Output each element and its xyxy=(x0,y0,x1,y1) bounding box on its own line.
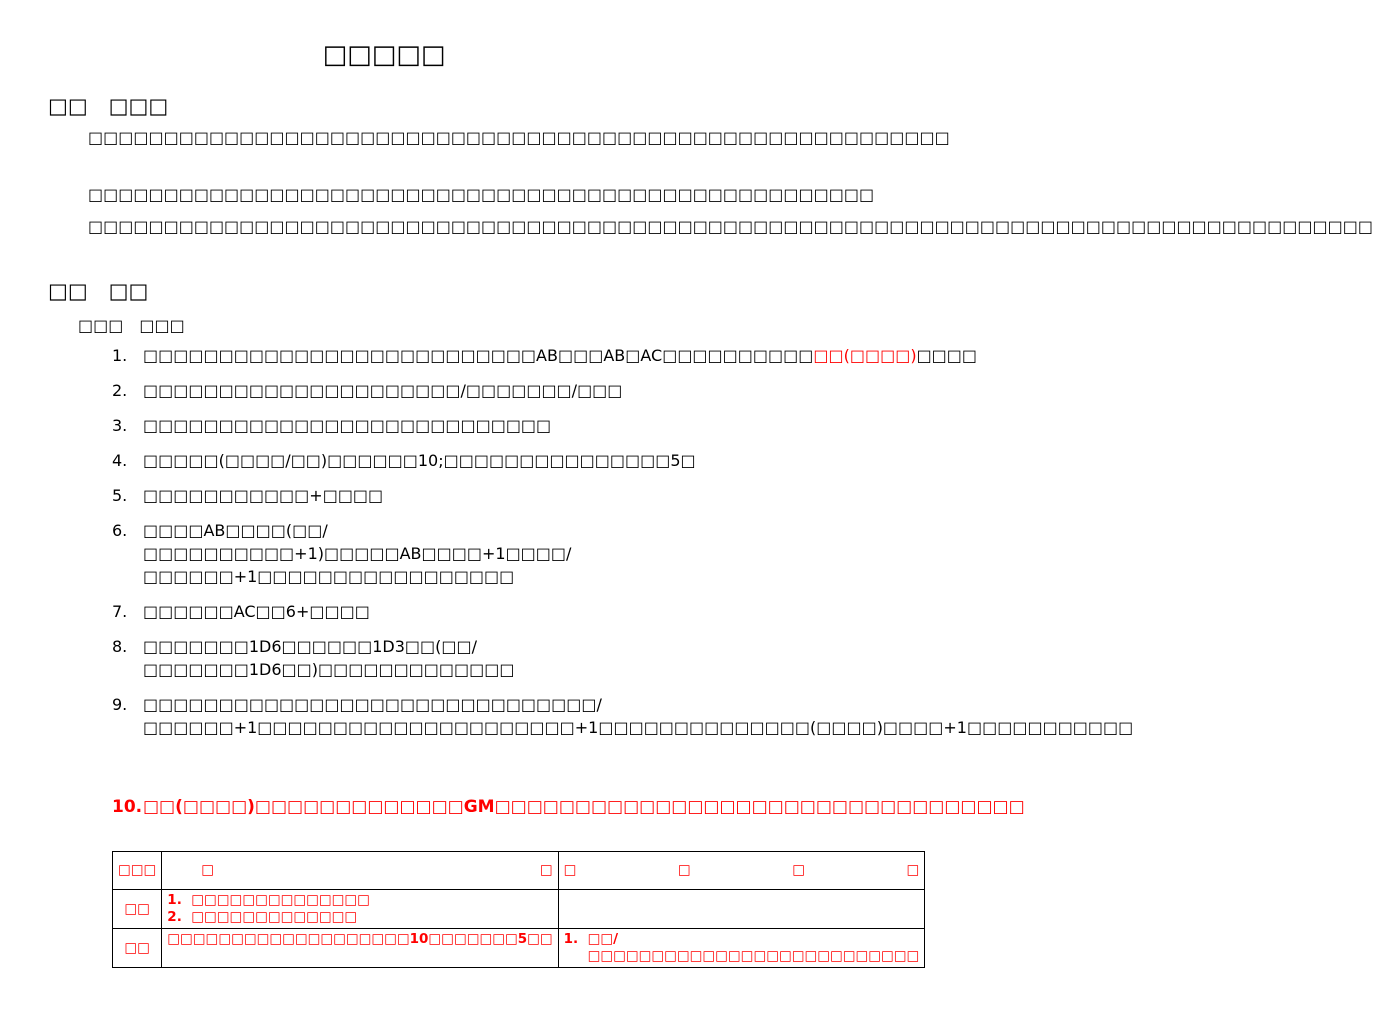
rule-item xyxy=(112,519,722,588)
rule-text: □□□□□□□1D6□□□□□□1D3□□(□□/□□□□□□□1D6□□)□□□□□□□□□□□□□ xyxy=(143,637,515,679)
table-cell: □□□□□□□□□□□□□□□□□□□10□□□□□□□5□□ xyxy=(162,929,558,968)
table-cell xyxy=(162,890,558,929)
section-1-heading: □□ □□□ xyxy=(48,94,169,118)
rule-text: □□□□AB□□□□(□□/□□□□□□□□□□+1)□□□□□AB□□□□+1□□□□/□□□□□□+1□□□□□□□□□□□□□□□□□ xyxy=(143,521,572,586)
table-row-label: □□ xyxy=(113,929,162,968)
table-header-cell xyxy=(113,852,162,890)
rule-number: 3. xyxy=(112,416,128,435)
table-cell-item-number: 2. xyxy=(167,909,182,925)
table-cell-item-number: 1. xyxy=(167,892,182,908)
header-char: □ xyxy=(143,862,157,878)
table-row xyxy=(113,890,925,929)
header-char: □ xyxy=(906,862,920,878)
table-cell-item-text: □□□□□□□□□□□□□□ xyxy=(191,892,370,908)
rule-number: 4. xyxy=(112,451,128,470)
section-1-paragraph: □□□□□□□□□□□□□□□□□□□□□□□□□□□□□□□□□□□□□□□□□□□□□□□□□□□□□□□□□□□□□□□□□□□□□□□□□□□□□□□□□□□□□ xyxy=(88,217,1373,236)
header-char: □ xyxy=(130,862,144,878)
table-cell-item xyxy=(564,931,920,965)
header-char: □ xyxy=(539,862,553,878)
rule-item xyxy=(112,600,722,623)
section-2-heading: □□ □□ xyxy=(48,279,149,303)
table-cell-item-number: 1. xyxy=(563,931,579,947)
header-char: □ xyxy=(792,862,805,878)
table-cell xyxy=(558,929,925,968)
rule-item xyxy=(112,449,722,472)
rule-text: □□(□□□□)□□□□□□□□□□□□□GM□□□□□□□□□□□□□□□□□□□□□□□□□□□□□□□□□ xyxy=(143,797,1025,817)
header-char: □ xyxy=(201,862,215,878)
header-char: □ xyxy=(563,862,577,878)
rule-item xyxy=(112,414,722,437)
rules-table xyxy=(112,851,925,968)
rule-item xyxy=(112,344,978,367)
rule-number: 2. xyxy=(112,381,128,400)
rule-text: □□□□□□□□□□□□□□□□□□□□□/□□□□□□□/□□□ xyxy=(143,381,623,400)
rule-number: 9. xyxy=(112,695,128,714)
rule-text: □□□□□□□□□□□□□□□□□□□□□□□□□□AB□□□AB□AC□□□□□□□□□□ xyxy=(143,346,814,365)
rule-text: □□□□□□□□□□□+□□□□ xyxy=(143,486,384,505)
rule-item xyxy=(112,635,722,681)
section-1-paragraph: □□□□□□□□□□□□□□□□□□□□□□□□□□□□□□□□□□□□□□□□□□□□□□□□□□□□ xyxy=(88,185,875,204)
table-row xyxy=(113,929,925,968)
rule-item xyxy=(112,484,722,507)
section-1-paragraph: □□□□□□□□□□□□□□□□□□□□□□□□□□□□□□□□□□□□□□□□□□□□□□□□□□□□□□□□□ xyxy=(88,128,950,147)
rule-number: 5. xyxy=(112,486,128,505)
rules-list xyxy=(112,344,1134,739)
table-cell-item-text: □□/□□□□□□□□□□□□□□□□□□□□□□□□□□ xyxy=(587,931,920,964)
table-header-cell xyxy=(558,852,925,890)
rule-number: 7. xyxy=(112,602,128,621)
rule-number: 10. xyxy=(112,797,143,817)
table-header-row xyxy=(113,852,925,890)
table-header-cell xyxy=(162,852,558,890)
rule-item xyxy=(112,693,1134,739)
rule-text-tail: □□□□ xyxy=(916,346,978,365)
rule-text: □□□□□□□□□□□□□□□□□□□□□□□□□□□□□□/□□□□□□+1□□□□□□□□□□□□□□□□□□□□□+1□□□□□□□□□□□□□□(□□□□)□□□□+1□□□□□□□□□□□ xyxy=(143,695,1134,737)
table-cell-item xyxy=(167,909,552,926)
rule-item xyxy=(112,379,722,402)
table-cell xyxy=(558,890,925,929)
rule-text: □□□□□□AC□□6+□□□□ xyxy=(143,602,370,621)
rule-number: 1. xyxy=(112,346,128,365)
rule-highlight: □□(□□□□) xyxy=(813,346,917,365)
table-cell-item-text: □□□□□□□□□□□□□ xyxy=(191,909,358,925)
rule-item-10 xyxy=(112,796,1025,819)
page-title: □□□□□ xyxy=(322,40,446,70)
table-row-label: □□ xyxy=(113,890,162,929)
section-2-subheading: □□□ □□□ xyxy=(78,316,185,335)
rule-text: □□□□□□□□□□□□□□□□□□□□□□□□□□□ xyxy=(143,416,552,435)
header-char: □ xyxy=(118,862,131,878)
rule-number: 6. xyxy=(112,521,128,540)
rule-number: 8. xyxy=(112,637,128,656)
header-char: □ xyxy=(677,862,691,878)
rule-text: □□□□□(□□□□/□□)□□□□□□10;□□□□□□□□□□□□□□□5□ xyxy=(143,451,696,470)
table-cell-item xyxy=(167,892,552,909)
